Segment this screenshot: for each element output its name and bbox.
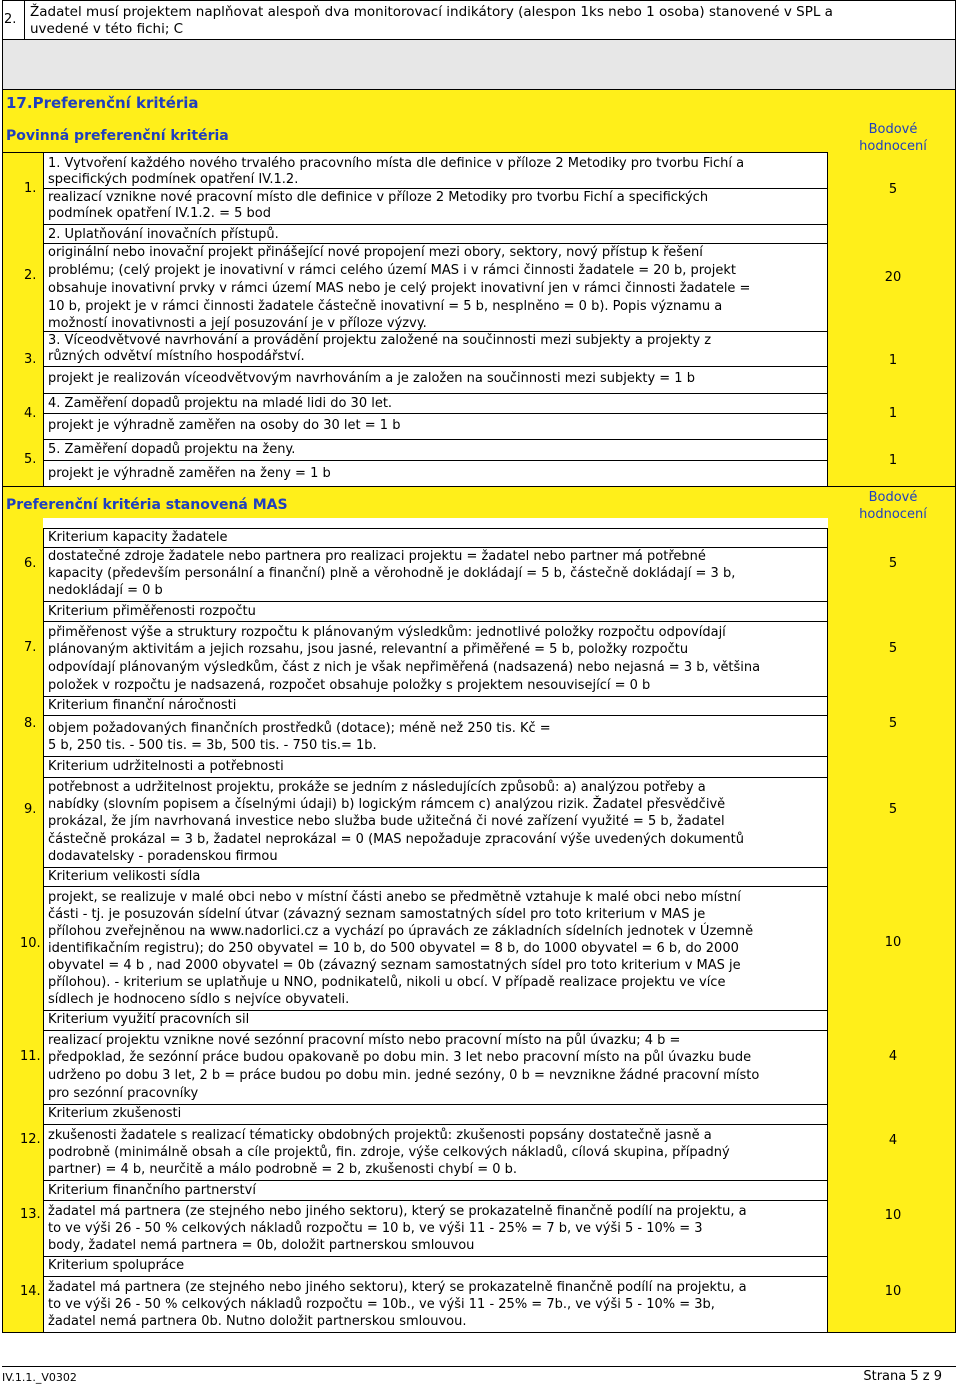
row-13-desc-line-1: žadatel má partnera (ze stejného nebo jiného sektoru), který se prokazatelně finančně podílí na projektu, a (48, 1204, 747, 1219)
row-1-title-line-1: 1. Vytvoření každého nového trvalého pracovního místa dle definice v příloze 2 Metodiky pro tvorbu Fichí a (48, 156, 745, 171)
row-13-desc-line-2: to ve výši 26 - 50 % celkových nákladů rozpočtu = 10 b, ve výši 11 - 25% = 7 b, ve výši 5 - 10% = 3 (48, 1221, 703, 1236)
row-12-desc-line-3: partner) = 4 b, neurčitě a málo podrobně = 2 b, zkušenosti chybí = 0 b. (48, 1162, 518, 1177)
row-5-points: 1 (888, 453, 898, 468)
row-2-separator (43, 243, 828, 244)
row-13-number: 13. (20, 1207, 41, 1222)
row-7-points: 5 (888, 641, 898, 656)
povinna-points-header (838, 121, 948, 155)
row-10-desc-line-7: sídlech je hodnoceno sídlo s nejvíce obyvateli. (48, 992, 350, 1007)
row-10-desc-line-1: projekt, se realizuje v malé obci nebo v místní části anebo se předmětně vztahuje k malé obci nebo místní (48, 890, 741, 905)
row-5-separator (43, 460, 828, 461)
row-12-desc-line-2: podrobně (minimálně obsah a cíle projektů, fin. zdroje, výše celkových nákladů, cílová skupina, případný (48, 1145, 730, 1160)
row-7-bottom (43, 696, 828, 697)
row-9-desc-line-3: prokázal, že jím navrhovaná investice nebo služba bude užitečná či nové zařízení využité = 5 b, žadatel (48, 814, 725, 829)
row-14-title: Kriterium spolupráce (48, 1258, 185, 1273)
row-2-desc-line-3: obsahuje inovativní prvky v rámci území MAS nebo je celý projekt inovativní jen v rámci činnosti žadatele = (48, 281, 751, 296)
row-3-title-line-2: různých odvětví místního hospodářství. (48, 349, 305, 364)
row-9-points: 5 (888, 802, 898, 817)
row-8-desc-line-2: 5 b, 250 tis. - 500 tis. = 3b, 500 tis. - 750 tis.= 1b. (48, 738, 377, 753)
yellow-points-column (828, 119, 956, 486)
row-8-desc-line-1: objem požadovaných finančních prostředků (dotace); méně než 250 tis. Kč = (48, 721, 551, 736)
row-6-top (43, 528, 828, 529)
yellow-left-column (2, 153, 43, 486)
row-11-desc-line-1: realizací projektu vznikne nové sezónní pracovní místo nebo pracovní místo na půl úvazku; 4 b = (48, 1033, 681, 1048)
row-6-desc-line-2: kapacity (především personální a finanční) plně a věrohodně je dokládají = 5 b, částečně dokládají = 3 b, (48, 566, 736, 581)
row-4-points: 1 (888, 406, 898, 421)
row-8-separator (43, 715, 828, 716)
footer-rule (2, 1366, 956, 1367)
row-10-title: Kriterium velikosti sídla (48, 869, 201, 884)
row-5-desc: projekt je výhradně zaměřen na ženy = 1 b (48, 466, 331, 481)
row-1-number: 1. (24, 181, 37, 196)
row-11-title: Kriterium využití pracovních sil (48, 1012, 250, 1027)
row-2-desc-line-2: problému; (celý projekt je inovativní v rámci celého území MAS i v rámci činnosti žadatele = 20 b, projekt (48, 263, 736, 278)
row-14-desc-line-3: žadatel nemá partnera 0b. Nutno doložit partnerskou smlouvou. (48, 1314, 467, 1329)
row-12-points: 4 (888, 1133, 898, 1148)
row-3-number: 3. (24, 352, 37, 367)
row-13-desc-line-3: body, žadatel nemá partnera = 0b, doložit partnerskou smlouvou (48, 1238, 475, 1253)
row-6-desc-line-1: dostatečné zdroje žadatele nebo partnera pro realizaci projektu = žadatel nebo partner má potřebné (48, 549, 706, 564)
top-row-line-2: uvedené v této fichi; C (30, 21, 184, 37)
row-13-bottom (43, 1256, 828, 1257)
mas-title: Preferenční kritéria stanovená MAS (6, 497, 288, 513)
row-9-separator (43, 777, 828, 778)
row-12-separator (43, 1124, 828, 1125)
points-header-line-1: Bodové (868, 122, 918, 137)
row-14-desc-line-2: to ve výši 26 - 50 % celkových nákladů rozpočtu = 10b., ve výši 11 - 25% = 7b., ve výši 5 - 10% = 3b, (48, 1297, 715, 1312)
row-8-title: Kriterium finanční náročnosti (48, 698, 237, 713)
top-row-divider (24, 0, 25, 40)
row-13-title: Kriterium finančního partnerství (48, 1183, 256, 1198)
row-2-desc-line-1: originální nebo inovační projekt přinášející nové propojení mezi obory, sektory, nový přístup k řešení (48, 245, 703, 260)
row-2-desc-line-4: 10 b, projekt je v rámci činnosti žadatele částečně inovativní = 5 b, nesplněno = 0 b). Popis významu a (48, 299, 723, 314)
row-2-points: 20 (884, 270, 902, 285)
row-9-desc-line-1: potřebnost a udržitelnost projektu, prokáže se jedním z následujících způsobů: a) analýzou potřeby a (48, 780, 706, 795)
row-1-desc-line-2: podmínek opatření IV.1.2. = 5 bod (48, 206, 271, 221)
row-14-points: 10 (884, 1284, 902, 1299)
row-9-desc-line-2: nabídky (slovním popisem a číselnými údaji) b) logickým rámcem c) analýzou rizik. Žadatel přesvědčivě (48, 797, 726, 812)
row-3-bottom (43, 393, 828, 394)
row-11-desc-line-3: udrženo po dobu 3 let, 2 b = práce budou po dobu min. jedné sezóny, 0 b = nevznikne žádné pracovní místo (48, 1068, 760, 1083)
row-13-separator (43, 1200, 828, 1201)
mas-points-header (838, 489, 948, 523)
row-4-title: 4. Zaměření dopadů projektu na mladé lidi do 30 let. (48, 396, 393, 411)
row-1-points: 5 (888, 182, 898, 197)
row-6-separator (43, 547, 828, 548)
row-2-number: 2. (24, 268, 37, 283)
row-1-bottom (43, 224, 828, 225)
row-6-desc-line-3: nedokládají = 0 b (48, 583, 163, 598)
row-2-desc-line-5: možností inovativnosti a její posuzování je v příloze výzvy. (48, 316, 427, 331)
points-header-line-2: hodnocení (859, 139, 927, 154)
row-1-separator (43, 188, 828, 189)
row-10-number: 10. (20, 936, 41, 951)
footer-doc-code: IV.1.1._V0302 (2, 1371, 77, 1384)
row-7-separator (43, 621, 828, 622)
row-2-bottom (43, 331, 828, 332)
row-8-points: 5 (888, 716, 898, 731)
row-13-points: 10 (884, 1208, 902, 1223)
row-10-separator (43, 886, 828, 887)
row-12-desc-line-1: zkušenosti žadatele s realizací tématicky obdobných projektů: zkušenosti popsány dostatečně jasně a (48, 1128, 712, 1143)
row-10-desc-line-4: identifikačním registru); do 250 obyvatel = 10 b, do 500 obyvatel = 8 b, do 1000 obyvatel = 6 b, do 2000 (48, 941, 739, 956)
row-6-number: 6. (24, 556, 37, 571)
row-6-bottom (43, 601, 828, 602)
row-9-desc-line-4: částečně prokázal = 3 b, žadatel neprokázal = 0 (MAS nepožaduje zpracování výše uvedených dokumentů (48, 832, 744, 847)
row-12-number: 12. (20, 1132, 41, 1147)
row-10-bottom (43, 1010, 828, 1011)
row-6-points: 5 (888, 556, 898, 571)
row-4-bottom (43, 439, 828, 440)
section-title: 17.Preferenční kritéria (6, 94, 199, 112)
row-9-bottom (43, 867, 828, 868)
row-10-points: 10 (884, 935, 902, 950)
row-11-points: 4 (888, 1049, 898, 1064)
row-9-desc-line-5: dodavatelsky - poradenskou firmou (48, 849, 278, 864)
row-7-desc-line-4: položek v rozpočtu je nadsazená, rozpočet obsahuje položky s projektem nesouvisející = 0 b (48, 678, 651, 693)
top-row-line-1: Žadatel musí projektem naplňovat alespoň dva monitorovací indikátory (alespon 1ks nebo 1 osoba) stanovené v SPL a (30, 4, 833, 20)
row-7-number: 7. (24, 640, 37, 655)
row-10-desc-line-2: části - tj. je posuzován sídelní útvar (závazný seznam samostatných sídel pro toto kriterium v MAS je (48, 907, 706, 922)
row-6-title: Kriterium kapacity žadatele (48, 530, 228, 545)
row-3-points: 1 (888, 353, 898, 368)
mas-points-header-line-1: Bodové (868, 490, 918, 505)
row-10-desc-line-6: přílohou). - kriterium se uplatňuje u NNO, podnikatelů, nikoli u obcí. V případě realizace projektu ve více (48, 975, 726, 990)
row-7-desc-line-2: plánovaným aktivitám a jejich rozsahu, jsou jasné, relevantní a přiměřené = 5 b, položky rozpočtu (48, 642, 689, 657)
row-14-number: 14. (20, 1284, 41, 1299)
top-row-number: 2. (4, 12, 17, 27)
row-3-separator (43, 366, 828, 367)
row-12-title: Kriterium zkušenosti (48, 1106, 182, 1121)
row-11-bottom (43, 1104, 828, 1105)
row-4-separator (43, 413, 828, 414)
row-7-title: Kriterium přiměřenosti rozpočtu (48, 604, 256, 619)
grey-spacer (2, 40, 956, 90)
row-14-separator (43, 1276, 828, 1277)
row-7-desc-line-1: přiměřenost výše a struktury rozpočtu k plánovaným výsledkům: jednotlivé položky rozpočtu odpovídají (48, 625, 726, 640)
row-1-title-line-2: specifických podmínek opatření IV.1.2. (48, 172, 299, 187)
row-12-bottom (43, 1180, 828, 1181)
povinna-bottom (2, 486, 956, 487)
row-11-separator (43, 1030, 828, 1031)
povinna-title: Povinná preferenční kritéria (6, 128, 229, 144)
row-8-number: 8. (24, 716, 37, 731)
row-5-number: 5. (24, 452, 37, 467)
row-1-desc-line-1: realizací vznikne nové pracovní místo dle definice v příloze 2 Metodiky pro tvorbu Fichí a specifických (48, 190, 709, 205)
row-9-number: 9. (24, 802, 37, 817)
row-11-desc-line-4: pro sezónní pracovníky (48, 1086, 199, 1101)
row-9-title: Kriterium udržitelnosti a potřebnosti (48, 759, 284, 774)
row-7-desc-line-3: odpovídají plánovaným výsledkům, část z nich je však nepřiměřená (nadsazená) nebo nejasná = 3 b, většina (48, 660, 761, 675)
row-11-number: 11. (20, 1049, 41, 1064)
row-14-desc-line-1: žadatel má partnera (ze stejného nebo jiného sektoru), který se prokazatelně finančně podílí na projektu, a (48, 1280, 747, 1295)
mas-points-header-line-2: hodnocení (859, 507, 927, 522)
row-3-title-line-1: 3. Víceodvětvové navrhování a provádění projektu založené na součinnosti mezi subjekty a projekty z (48, 333, 712, 348)
row-2-title: 2. Uplatňování inovačních přístupů. (48, 227, 279, 242)
row-8-bottom (43, 756, 828, 757)
row-11-desc-line-2: předpoklad, že sezónní práce budou opakovaně po dobu min. 3 let nebo pracovní místo na půl úvazku bude (48, 1050, 752, 1065)
footer-page-number: Strana 5 z 9 (863, 1369, 942, 1384)
row-10-desc-line-5: obyvatel = 4 b , nad 2000 obyvatel = 0b (závazný seznam samostatných sídel pro toto kriterium v MAS je (48, 958, 741, 973)
row-3-desc: projekt je realizován víceodvětvovým navrhováním a je založen na součinnosti mezi subjekty = 1 b (48, 371, 695, 386)
row-4-number: 4. (24, 406, 37, 421)
row-10-desc-line-3: přílohou zveřejněnou na www.nadorlici.cz a vychází po úpravách ze základních sídelních jednotek v Územně (48, 924, 754, 939)
row-5-title: 5. Zaměření dopadů projektu na ženy. (48, 442, 296, 457)
row-4-desc: projekt je výhradně zaměřen na osoby do 30 let = 1 b (48, 418, 401, 433)
